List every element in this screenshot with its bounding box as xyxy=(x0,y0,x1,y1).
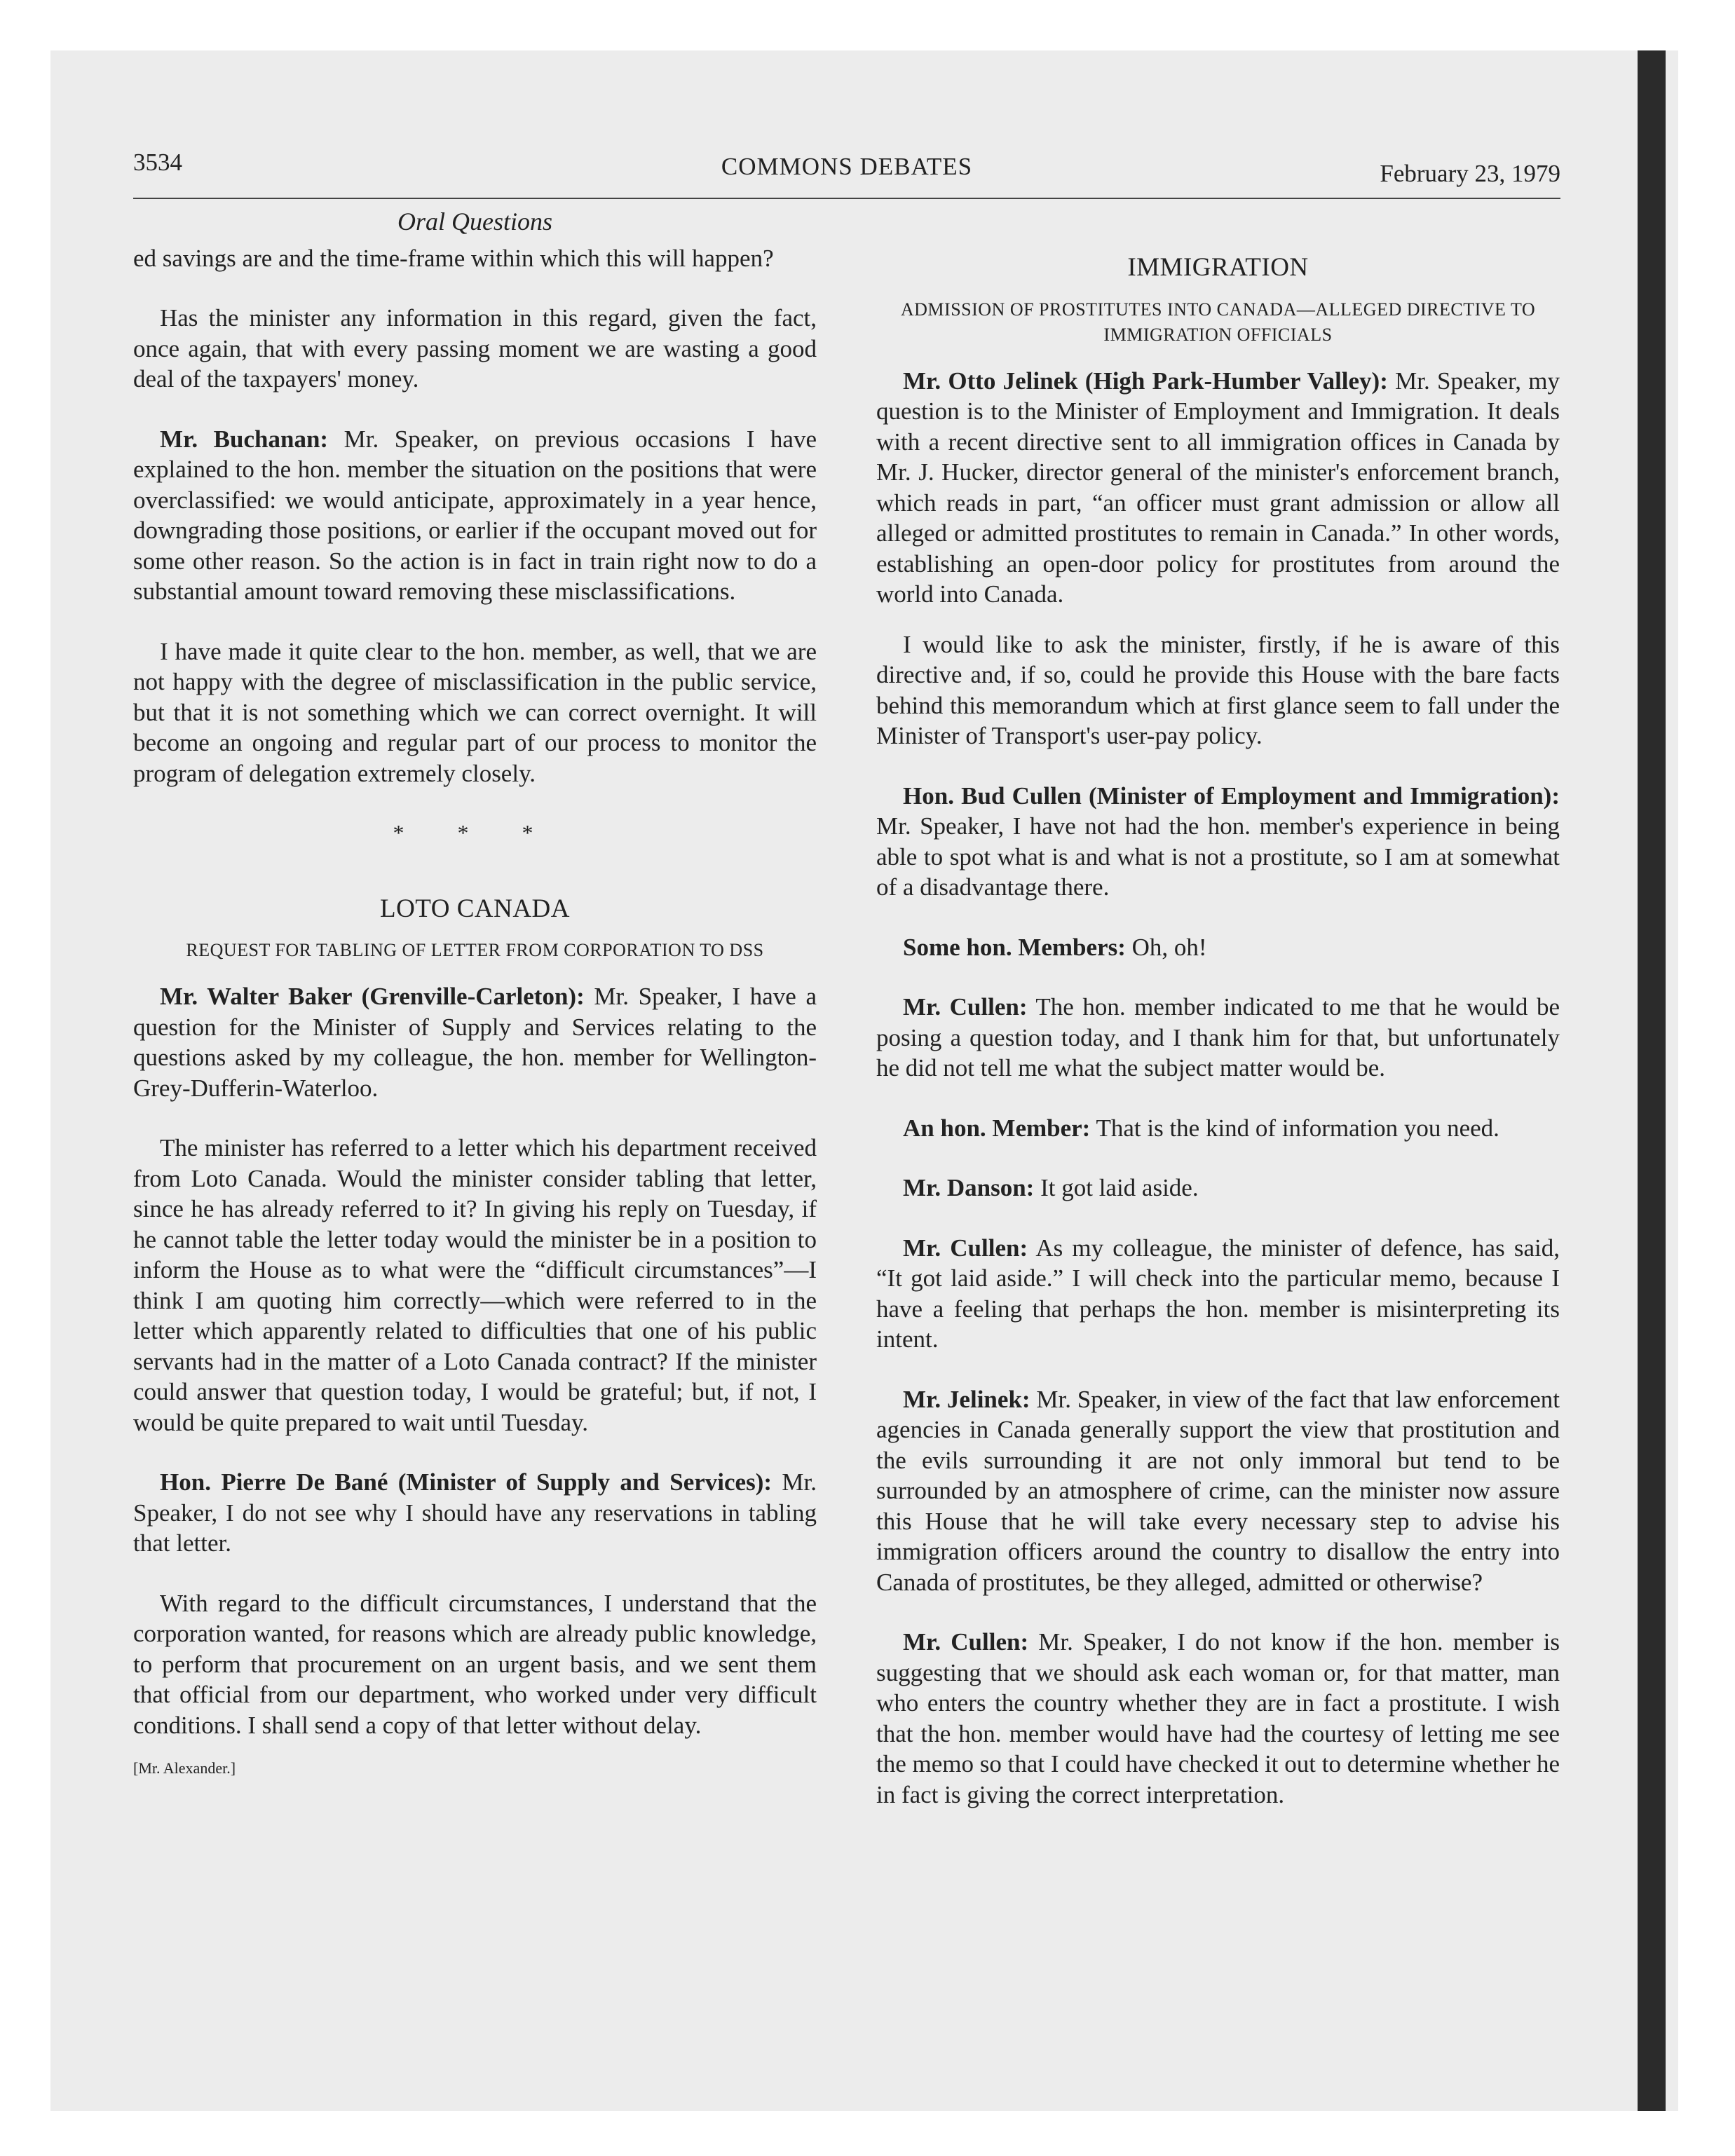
speaker-name: An hon. Member: xyxy=(903,1114,1091,1142)
paragraph xyxy=(876,992,1560,1084)
paragraph xyxy=(876,1384,1560,1598)
speech-text: It got laid aside. xyxy=(1034,1174,1199,1201)
page-number: 3534 xyxy=(133,149,182,176)
paragraph: ed savings are and the time-frame within which this will happen? xyxy=(133,244,774,272)
speech-text: Mr. Speaker, my question is to the Minister of Employment and Immigration. It deals with a recent directive sent to all immigration offices in Canada by Mr. J. Hucker, director general of the minister's enforcement branch, which reads in part, “an officer must grant admission or allow all alleged or admitted prostitutes to remain in Canada.” In other words, establishing an open-door policy for prostitutes from around the world into Canada. xyxy=(876,367,1560,608)
speaker-name: Hon. Bud Cullen (Minister of Employment and Immigration): xyxy=(903,782,1560,810)
paragraph xyxy=(876,781,1560,903)
section-title: IMMIGRATION xyxy=(1127,253,1309,282)
right-column xyxy=(876,252,1560,1839)
speech-text: The hon. member indicated to me that he would be posing a question today, and I thank him for that, but unfortunately he did not tell me what the subject matter would be. xyxy=(876,993,1560,1082)
section-subtitle: ADMISSION OF PROSTITUTES INTO CANADA—ALLEGED DIRECTIVE TO IMMIGRATION OFFICIALS xyxy=(900,299,1536,345)
speaker-name: Hon. Pierre De Bané (Minister of Supply and Services): xyxy=(160,1468,773,1496)
speech-text: As my colleague, the minister of defence, has said, “It got laid aside.” I will check into the particular memo, because I have a feeling that perhaps the hon. member is misinterpreting its intent. xyxy=(876,1234,1560,1353)
speaker-name: Mr. Otto Jelinek (High Park-Humber Valley): xyxy=(903,367,1388,395)
publication-title: COMMONS DEBATES xyxy=(721,153,973,180)
paragraph xyxy=(133,981,817,1103)
speaker-name: Mr. Cullen: xyxy=(903,993,1028,1021)
scan-edge-shadow xyxy=(1638,50,1666,2111)
paragraph xyxy=(133,1467,817,1559)
speech-text: Mr. Speaker, I have not had the hon. member's experience in being able to spot what is and what is not a prostitute, so I am at somewhat of a disadvantage there. xyxy=(876,812,1560,901)
issue-date: February 23, 1979 xyxy=(1380,160,1560,187)
speech-text: Mr. Speaker, I do not know if the hon. member is suggesting that we should ask each woman or, for that matter, man who enters the country whether they are in fact a prostitute. I wish that the hon. member would have had the courtesy of letting me see the memo so that I could have checked it out to determine whether he in fact is giving the correct interpretation. xyxy=(876,1628,1560,1808)
speech-text: Mr. Speaker, in view of the fact that law enforcement agencies in Canada generally support the view that prostitution and the evils surrounding it are not only immoral but tend to be surrounded by an atmosphere of crime, can the minister now assure this House that he will take every necessary step to advise his immigration officers around the country to disallow the entry into Canada of prostitutes, be they alleged, admitted or otherwise? xyxy=(876,1385,1560,1596)
speaker-name: Mr. Cullen: xyxy=(903,1628,1029,1656)
paragraph xyxy=(876,1627,1560,1810)
speech-text: Mr. Speaker, on previous occasions I have explained to the hon. member the situation on the positions that were overclassified: we would anticipate, approximately in a year hence, downgrading those positions, or earlier if the occupant moved out for some other reason. So the action is in fact in train right now to do a substantial amount toward removing these misclassifications. xyxy=(133,425,817,605)
paragraph xyxy=(876,1113,1560,1144)
speech-text: Mr. Speaker, I do not see why I should have any reservations in tabling that letter. xyxy=(133,1468,817,1557)
speaker-footnote: [Mr. Alexander.] xyxy=(133,1759,236,1777)
paragraph xyxy=(876,1173,1560,1203)
speech-text: That is the kind of information you need. xyxy=(1090,1114,1499,1142)
page-header xyxy=(133,149,1560,199)
paragraph xyxy=(876,366,1560,610)
speaker-name: Some hon. Members: xyxy=(903,933,1126,961)
section-separator: * * * xyxy=(393,820,557,845)
speaker-name: Mr. Cullen: xyxy=(903,1234,1028,1262)
section-subtitle: REQUEST FOR TABLING OF LETTER FROM CORPORATION TO DSS xyxy=(186,940,764,960)
speaker-name: Mr. Walter Baker (Grenville-Carleton): xyxy=(160,983,585,1010)
paragraph xyxy=(133,424,817,607)
left-column xyxy=(133,207,817,1784)
paragraph: With regard to the difficult circumstances, I understand that the corporation wanted, for reasons which are already public knowledge, to perform that procurement on an urgent basis, and we sent them that official from our department, who worked under very difficult conditions. I shall send a copy of that letter without delay. xyxy=(133,1589,817,1739)
paragraph: I would like to ask the minister, firstly, if he is aware of this directive and, if so, could he provide this House with the bare facts behind this memorandum which at first glance seem to fall under the Minister of Transport's user-pay policy. xyxy=(876,630,1560,749)
running-head: Oral Questions xyxy=(397,207,552,236)
paragraph: The minister has referred to a letter which his department received from Loto Canada. Would the minister consider tabling that letter, since he has already referred to it? In giving his reply on Tuesday, if he cannot table the letter today would the minister be in a position to inform the House as to what were the “difficult circumstances”—I think I am quoting him correctly—which were referred to in the letter which apparently related to difficulties that one of his public servants had in the matter of a Loto Canada contract? If the minister could answer that question today, I would be grateful; but, if not, I would be quite prepared to wait until Tuesday. xyxy=(133,1134,817,1436)
speaker-name: Mr. Buchanan: xyxy=(160,425,329,453)
paragraph: I have made it quite clear to the hon. member, as well, that we are not happy with the degree of misclassification in the public service, but that it is not something which we can correct overnight. It will become an ongoing and regular part of our process to monitor the program of delegation extremely closely. xyxy=(133,637,817,787)
section-title: LOTO CANADA xyxy=(379,894,570,923)
speaker-name: Mr. Danson: xyxy=(903,1174,1035,1201)
paragraph: Has the minister any information in this regard, given the fact, once again, that with every passing moment we are wasting a good deal of the taxpayers' money. xyxy=(133,304,817,393)
paragraph xyxy=(876,932,1560,963)
speech-text: Mr. Speaker, I have a question for the Minister of Supply and Services relating to the questions asked by my colleague, the hon. member for Wellington-Grey-Dufferin-Waterloo. xyxy=(133,983,817,1102)
speech-text: Oh, oh! xyxy=(1125,933,1207,961)
paragraph xyxy=(876,1233,1560,1355)
speaker-name: Mr. Jelinek: xyxy=(903,1385,1030,1413)
